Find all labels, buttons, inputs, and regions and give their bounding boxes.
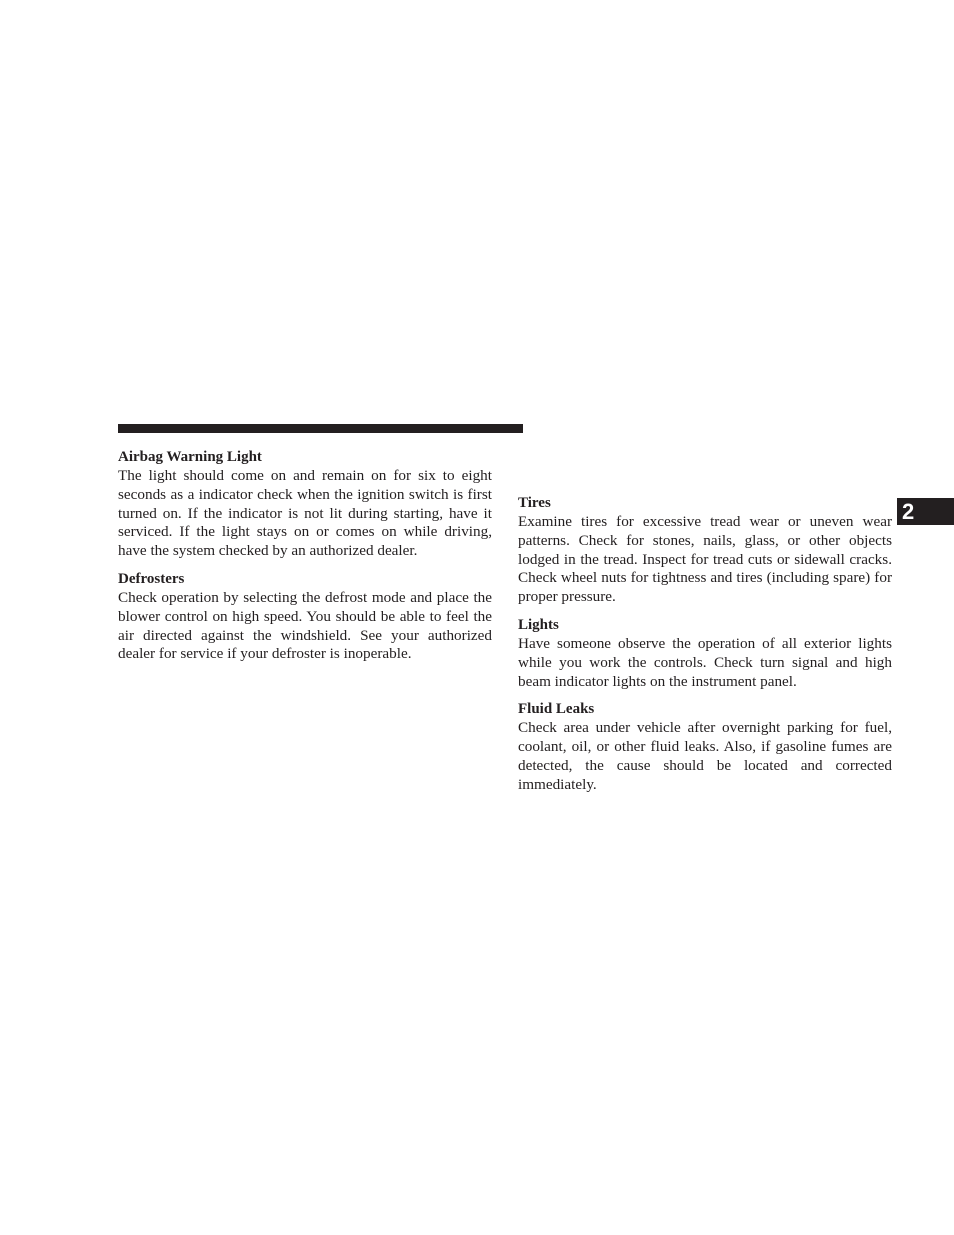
- right-column: [518, 494, 892, 804]
- section-body: Check area under vehicle after overnight parking for fuel, coolant, oil, or other fluid leaks. Also, if gasoline fumes are detected, the cause should be located and corrected immediately.: [518, 719, 892, 793]
- section-heading: Tires: [518, 495, 551, 511]
- chapter-tab: 2: [897, 498, 954, 525]
- section-lights: [518, 616, 892, 691]
- section-airbag-warning-light: [118, 448, 492, 561]
- section-body: Examine tires for excessive tread wear or uneven wear patterns. Check for stones, nails, glass, or other objects lodged in the tread. Inspect for tread cuts or sidewall cracks. Check wheel nuts for tightness and tires (including spare) for proper pressure.: [518, 513, 892, 606]
- section-body: Have someone observe the operation of all exterior lights while you work the controls. Check turn signal and high beam indicator lights on the instrument panel.: [518, 634, 892, 690]
- section-tires: [518, 494, 892, 607]
- section-heading: Defrosters: [118, 570, 185, 587]
- section-divider-rule: [118, 424, 523, 433]
- section-heading: Lights: [518, 616, 559, 633]
- section-fluid-leaks: [518, 700, 892, 794]
- section-body: The light should come on and remain on for six to eight seconds as a indicator check when the ignition switch is first turned on. If the indicator is not lit during starting, have it serviced. If the light stays on or comes on while driving, have the system checked by an authorized dealer.: [118, 467, 492, 560]
- section-heading: Airbag Warning Light: [118, 449, 262, 465]
- left-column: [118, 448, 492, 673]
- section-heading: Fluid Leaks: [518, 701, 595, 718]
- section-defrosters: [118, 570, 492, 664]
- section-body: Check operation by selecting the defrost mode and place the blower control on high speed. You should be able to feel the air directed against the windshield. See your authorized dealer for service if your defroster is inoperable.: [118, 588, 492, 663]
